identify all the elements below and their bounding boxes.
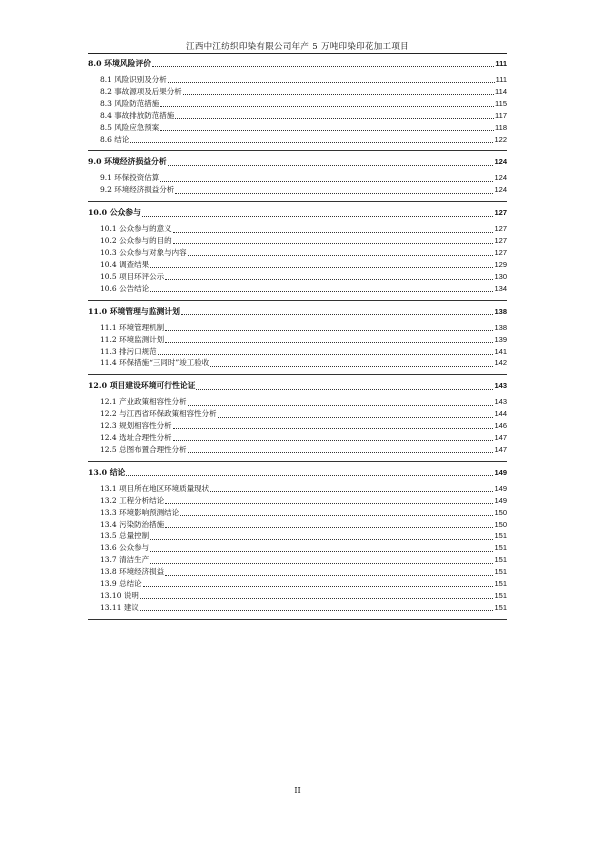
toc-section	[88, 466, 507, 620]
toc-heading-title: 12.0 项目建设环境可行性论证	[88, 381, 196, 391]
dot-leader	[143, 586, 494, 587]
toc-entry-title: 11.1 环境管理机制	[100, 322, 165, 332]
toc-entry-page: 117	[495, 110, 507, 120]
toc-entry-title: 8.3 风险防范措施	[100, 98, 160, 108]
dot-leader	[140, 598, 494, 599]
toc-entry-title: 12.5 总图布置合理性分析	[100, 444, 187, 454]
toc-entry-row[interactable]	[88, 172, 507, 184]
toc-entry-row[interactable]	[88, 283, 507, 295]
dot-leader	[165, 330, 493, 331]
toc-entry-page: 147	[494, 444, 507, 454]
toc-heading-row[interactable]	[88, 379, 507, 392]
dot-leader	[142, 216, 494, 217]
toc-entry-page: 151	[494, 531, 507, 541]
running-header: 江西中江纺织印染有限公司年产 5 万吨印染印花加工项目	[186, 42, 409, 52]
toc-heading-row[interactable]	[88, 155, 507, 168]
toc-entry-row[interactable]	[88, 322, 507, 334]
toc-heading-title: 8.0 环境风险评价	[88, 59, 152, 68]
dot-leader	[126, 475, 493, 476]
toc-entry-title: 12.2 与江西省环保政策相容性分析	[100, 409, 217, 419]
toc-entry-row[interactable]	[88, 483, 507, 495]
toc-entry-page: 111	[495, 75, 507, 84]
toc-entry-title: 11.2 环境监测计划	[100, 334, 165, 344]
toc-entry-page: 124	[494, 173, 507, 183]
toc-entry-title: 12.3 规划相容性分析	[100, 421, 172, 431]
toc-entry-page: 144	[494, 409, 507, 419]
dot-leader	[173, 243, 494, 244]
dot-leader	[158, 354, 494, 355]
toc-entry-row[interactable]	[88, 432, 507, 444]
toc-heading-title: 13.0 结论	[88, 467, 126, 477]
toc-entry-title: 8.4 事故排放防范措施	[100, 110, 175, 120]
toc-entry-title: 13.1 项目所在地区环境质量现状	[100, 483, 210, 493]
toc-entry-row[interactable]	[88, 554, 507, 566]
toc-entry-row[interactable]	[88, 271, 507, 283]
dot-leader	[180, 515, 493, 516]
dot-leader	[173, 232, 494, 233]
dot-leader	[175, 118, 494, 119]
toc-entry-page: 118	[495, 122, 507, 132]
toc-entry-row[interactable]	[88, 259, 507, 271]
toc-entry-page: 143	[494, 397, 507, 407]
toc-entry-row[interactable]	[88, 566, 507, 578]
toc-entry-page: 146	[494, 421, 507, 431]
dot-leader	[150, 563, 493, 564]
dot-leader	[160, 130, 494, 131]
toc-entry-row[interactable]	[88, 495, 507, 507]
dot-leader	[165, 575, 493, 576]
toc-heading-row[interactable]	[88, 57, 507, 70]
dot-leader	[152, 66, 494, 67]
toc-entry-title: 9.2 环境经济损益分析	[100, 185, 175, 195]
toc-heading-row[interactable]	[88, 305, 507, 318]
toc-entry-title: 13.8 环境经济损益	[100, 567, 165, 577]
toc-entry-page: 151	[494, 567, 507, 577]
toc-entry-row[interactable]	[88, 122, 507, 134]
toc-entry-title: 13.9 总结论	[100, 579, 142, 589]
toc-entry-row[interactable]	[88, 357, 507, 369]
dot-leader	[183, 94, 494, 95]
toc-entry-page: 151	[494, 543, 507, 553]
dot-leader	[196, 389, 493, 390]
table-of-contents	[88, 57, 507, 624]
toc-entry-page: 151	[494, 591, 507, 600]
toc-section	[88, 305, 507, 376]
toc-heading-page: 149	[494, 467, 507, 477]
toc-entry-row[interactable]	[88, 134, 507, 146]
dot-leader	[218, 417, 494, 418]
dot-leader	[188, 452, 494, 453]
dot-leader	[150, 551, 493, 552]
toc-entry-row[interactable]	[88, 530, 507, 542]
toc-entry-page: 141	[494, 346, 507, 356]
toc-entry-page: 122	[494, 134, 507, 144]
toc-entry-row[interactable]	[88, 74, 507, 86]
toc-entry-row[interactable]	[88, 184, 507, 196]
toc-entry-title: 13.10 说明	[100, 591, 139, 600]
toc-entry-title: 12.1 产业政策相容性分析	[100, 397, 187, 407]
toc-entry-row[interactable]	[88, 86, 507, 98]
dot-leader	[181, 314, 494, 315]
toc-heading-row[interactable]	[88, 206, 507, 219]
toc-entry-title: 8.2 事故源项及后果分析	[100, 86, 182, 96]
toc-entry-page: 149	[494, 495, 507, 505]
dot-leader	[150, 539, 493, 540]
toc-entry-title: 11.3 排污口规范	[100, 346, 157, 356]
dot-leader	[160, 181, 493, 182]
toc-entry-title: 10.5 项目环评公示	[100, 271, 165, 281]
toc-heading-page: 124	[494, 157, 507, 167]
toc-entry-page: 124	[494, 185, 507, 195]
toc-entry-page: 150	[494, 507, 507, 517]
toc-entry-title: 10.2 公众参与的目的	[100, 236, 172, 246]
toc-entry-page: 149	[494, 483, 507, 493]
dot-leader	[160, 106, 494, 107]
toc-heading-page: 127	[494, 208, 507, 218]
toc-entry-row[interactable]	[88, 507, 507, 519]
toc-heading-page: 138	[494, 306, 507, 316]
toc-entry-page: 127	[494, 248, 507, 258]
dot-leader	[188, 255, 494, 256]
toc-section	[88, 379, 507, 462]
toc-entry-title: 12.4 选址合理性分析	[100, 433, 172, 443]
toc-entry-page: 129	[494, 259, 507, 269]
toc-entry-title: 10.3 公众参与对象与内容	[100, 248, 187, 258]
toc-entry-page: 142	[494, 358, 507, 368]
toc-heading-row[interactable]	[88, 466, 507, 479]
toc-heading-title: 10.0 公众参与	[88, 208, 141, 218]
toc-entry-row[interactable]	[88, 98, 507, 110]
toc-heading-page: 143	[494, 381, 507, 391]
toc-entry-page: 151	[494, 602, 507, 612]
toc-entry-row[interactable]	[88, 519, 507, 531]
toc-section	[88, 206, 507, 300]
toc-section	[88, 57, 507, 151]
toc-entry-row[interactable]	[88, 110, 507, 122]
dot-leader	[140, 610, 494, 611]
toc-entry-row[interactable]	[88, 602, 507, 614]
dot-leader	[210, 491, 493, 492]
toc-entry-title: 8.1 风险识别及分析	[100, 75, 167, 84]
toc-entry-row[interactable]	[88, 334, 507, 346]
toc-heading-title: 9.0 环境经济损益分析	[88, 157, 167, 167]
toc-entry-title: 8.6 结论	[100, 134, 130, 144]
toc-entry-row[interactable]	[88, 346, 507, 358]
dot-leader	[150, 291, 493, 292]
toc-entry-title: 10.4 调查结果	[100, 259, 150, 269]
toc-entry-page: 147	[494, 433, 507, 443]
dot-leader	[173, 440, 494, 441]
toc-entry-row[interactable]	[88, 247, 507, 259]
toc-entry-title: 13.4 污染防治措施	[100, 519, 165, 529]
toc-entry-page: 139	[494, 334, 507, 344]
dot-leader	[168, 82, 495, 83]
dot-leader	[130, 142, 493, 143]
toc-entry-row[interactable]	[88, 408, 507, 420]
dot-leader	[168, 165, 494, 166]
dot-leader	[165, 503, 493, 504]
toc-heading-page: 111	[495, 59, 507, 68]
toc-entry-title: 13.7 清洁生产	[100, 555, 150, 565]
toc-entry-title: 11.4 环保措施“三同时”竣工验收	[100, 358, 210, 368]
toc-entry-page: 127	[494, 236, 507, 246]
toc-entry-row[interactable]	[88, 223, 507, 235]
toc-heading-title: 11.0 环境管理与监测计划	[88, 306, 180, 316]
toc-entry-page: 134	[494, 283, 507, 293]
page-number: II	[294, 786, 301, 795]
dot-leader	[210, 366, 493, 367]
toc-entry-row[interactable]	[88, 235, 507, 247]
dot-leader	[165, 279, 493, 280]
toc-entry-row[interactable]	[88, 420, 507, 432]
dot-leader	[150, 267, 493, 268]
toc-entry-page: 114	[495, 86, 507, 96]
dot-leader	[173, 428, 494, 429]
toc-entry-page: 151	[494, 579, 507, 589]
toc-entry-title: 10.1 公众参与的意义	[100, 224, 172, 234]
toc-entry-row[interactable]	[88, 590, 507, 602]
toc-entry-title: 9.1 环保投资估算	[100, 173, 160, 183]
toc-entry-page: 150	[494, 519, 507, 529]
toc-entry-title: 8.5 风险应急预案	[100, 122, 160, 132]
dot-leader	[165, 342, 493, 343]
toc-entry-page: 127	[494, 224, 507, 234]
toc-entry-title: 13.11 建议	[100, 602, 139, 612]
toc-entry-title: 10.6 公告结论	[100, 283, 150, 293]
header-rule	[88, 53, 507, 54]
toc-entry-page: 115	[495, 98, 507, 108]
toc-entry-title: 13.2 工程分析结论	[100, 495, 165, 505]
toc-entry-page: 130	[494, 271, 507, 281]
toc-entry-page: 151	[494, 555, 507, 565]
toc-entry-row[interactable]	[88, 578, 507, 590]
dot-leader	[175, 193, 493, 194]
dot-leader	[188, 405, 494, 406]
toc-section	[88, 155, 507, 202]
toc-entry-row[interactable]	[88, 396, 507, 408]
dot-leader	[165, 527, 493, 528]
toc-entry-row[interactable]	[88, 444, 507, 456]
toc-entry-row[interactable]	[88, 542, 507, 554]
toc-entry-title: 13.6 公众参与	[100, 543, 150, 553]
toc-entry-title: 13.5 总量控制	[100, 531, 150, 541]
toc-entry-page: 138	[494, 322, 507, 332]
toc-entry-title: 13.3 环境影响预测结论	[100, 507, 180, 517]
